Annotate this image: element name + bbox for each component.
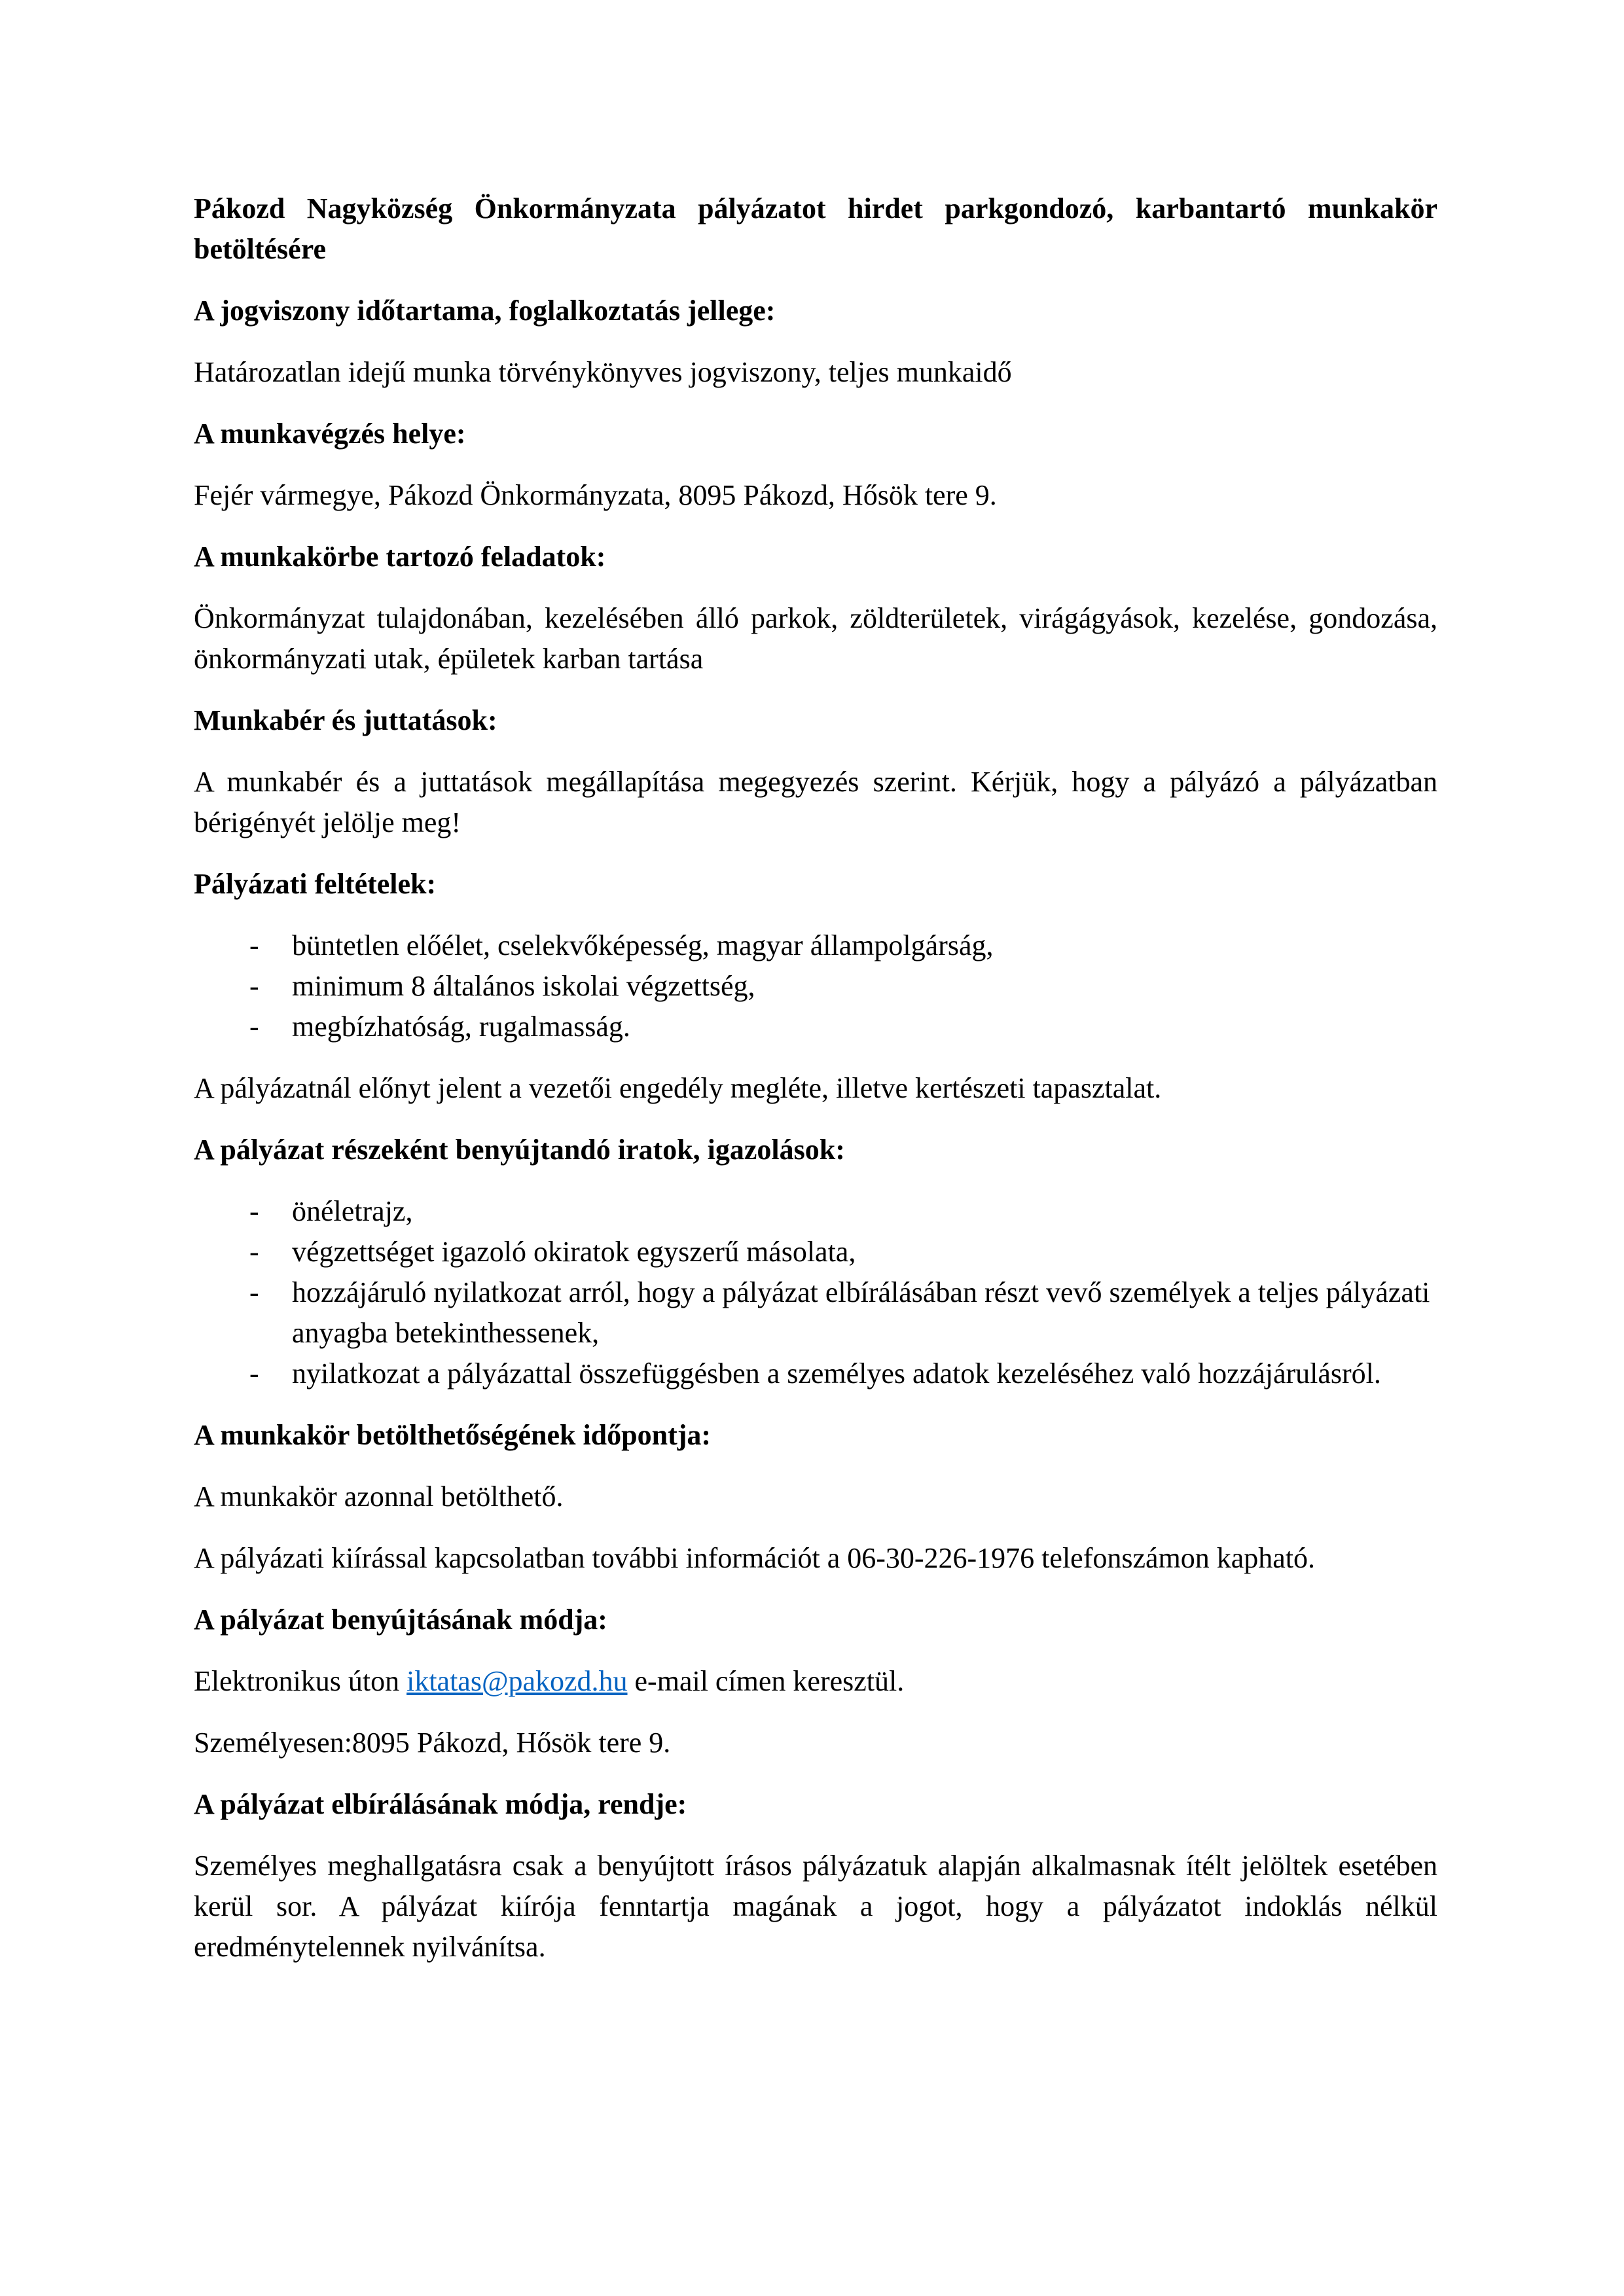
documents-list (194, 1191, 1437, 1394)
list-item (194, 1272, 1437, 1354)
heading-start-date: A munkakör betölthetőségének időpontja: (194, 1419, 712, 1451)
dash-bullet-icon: - (249, 1357, 259, 1390)
heading-evaluation: A pályázat elbírálásának módja, rendje: (194, 1788, 687, 1820)
list-item-text: megbízhatóság, rugalmasság. (292, 1011, 630, 1043)
employment-text: Határozatlan idejű munka törvénykönyves jogviszony, teljes munkaidő (194, 356, 1012, 388)
document-page (194, 188, 1437, 1988)
list-item (194, 1354, 1437, 1394)
advantage-text: A pályázatnál előnyt jelent a vezetői engedély megléte, illetve kertészeti tapasztalat. (194, 1072, 1162, 1104)
heading-conditions: Pályázati feltételek: (194, 868, 437, 900)
heading-salary: Munkabér és juttatások: (194, 704, 497, 736)
heading-workplace: A munkavégzés helye: (194, 418, 466, 450)
duties-text: Önkormányzat tulajdonában, kezelésében álló parkok, zöldterületek, virágágyások, kezelése, gondozása, önkormányzati utak, épületek karban tartása (194, 602, 1437, 675)
electronic-prefix: Elektronikus úton (194, 1665, 407, 1697)
salary-text: A munkabér és a juttatások megállapítása megegyezés szerint. Kérjük, hogy a pályázó a pályázatban bérigényét jelölje meg! (194, 766, 1437, 838)
dash-bullet-icon: - (249, 1236, 259, 1268)
list-item (194, 1232, 1437, 1272)
heading-employment: A jogviszony időtartama, foglalkoztatás jellege: (194, 295, 776, 327)
list-item (194, 1191, 1437, 1232)
heading-duties: A munkakörbe tartozó feladatok: (194, 541, 606, 573)
dash-bullet-icon: - (249, 929, 259, 961)
list-item-text: hozzájáruló nyilatkozat arról, hogy a pályázat elbírálásában részt vevő személyek a teljes pályázati anyagba betekinthessenek, (292, 1276, 1430, 1349)
list-item-text: nyilatkozat a pályázattal összefüggésben a személyes adatok kezeléséhez való hozzájárulásról. (292, 1357, 1381, 1390)
dash-bullet-icon: - (249, 1011, 259, 1043)
list-item-text: büntetlen előélet, cselekvőképesség, magyar állampolgárság, (292, 929, 994, 961)
submission-electronic (194, 1661, 1437, 1702)
contact-info-text: A pályázati kiírással kapcsolatban további információt a 06-30-226-1976 telefonszámon kapható. (194, 1542, 1316, 1574)
list-item-text: végzettséget igazoló okiratok egyszerű másolata, (292, 1236, 856, 1268)
start-text: A munkakör azonnal betölthető. (194, 1480, 564, 1513)
list-item-text: önéletrajz, (292, 1195, 413, 1227)
workplace-text: Fejér vármegye, Pákozd Önkormányzata, 8095 Pákozd, Hősök tere 9. (194, 479, 997, 511)
document-title: Pákozd Nagyközség Önkormányzata pályázatot hirdet parkgondozó, karbantartó munkakör betöltésére (194, 192, 1437, 265)
email-link[interactable]: iktatas@pakozd.hu (406, 1665, 628, 1697)
heading-documents: A pályázat részeként benyújtandó iratok, igazolások: (194, 1134, 845, 1166)
evaluation-text: Személyes meghallgatásra csak a benyújtott írásos pályázatuk alapján alkalmasnak ítélt jelöltek esetében kerül sor. A pályázat kiírója fenntartja magának a jogot, hogy a pályázatot indoklás nélkül eredménytelennek nyilvánítsa. (194, 1850, 1437, 1963)
dash-bullet-icon: - (249, 1195, 259, 1227)
list-item-text: minimum 8 általános iskolai végzettség, (292, 970, 755, 1002)
submission-personal: Személyesen:8095 Pákozd, Hősök tere 9. (194, 1727, 671, 1759)
list-item (194, 925, 1437, 966)
dash-bullet-icon: - (249, 970, 259, 1002)
conditions-list (194, 925, 1437, 1047)
dash-bullet-icon: - (249, 1276, 259, 1308)
electronic-suffix: e-mail címen keresztül. (627, 1665, 905, 1697)
list-item (194, 966, 1437, 1007)
heading-submission: A pályázat benyújtásának módja: (194, 1604, 607, 1636)
list-item (194, 1007, 1437, 1047)
